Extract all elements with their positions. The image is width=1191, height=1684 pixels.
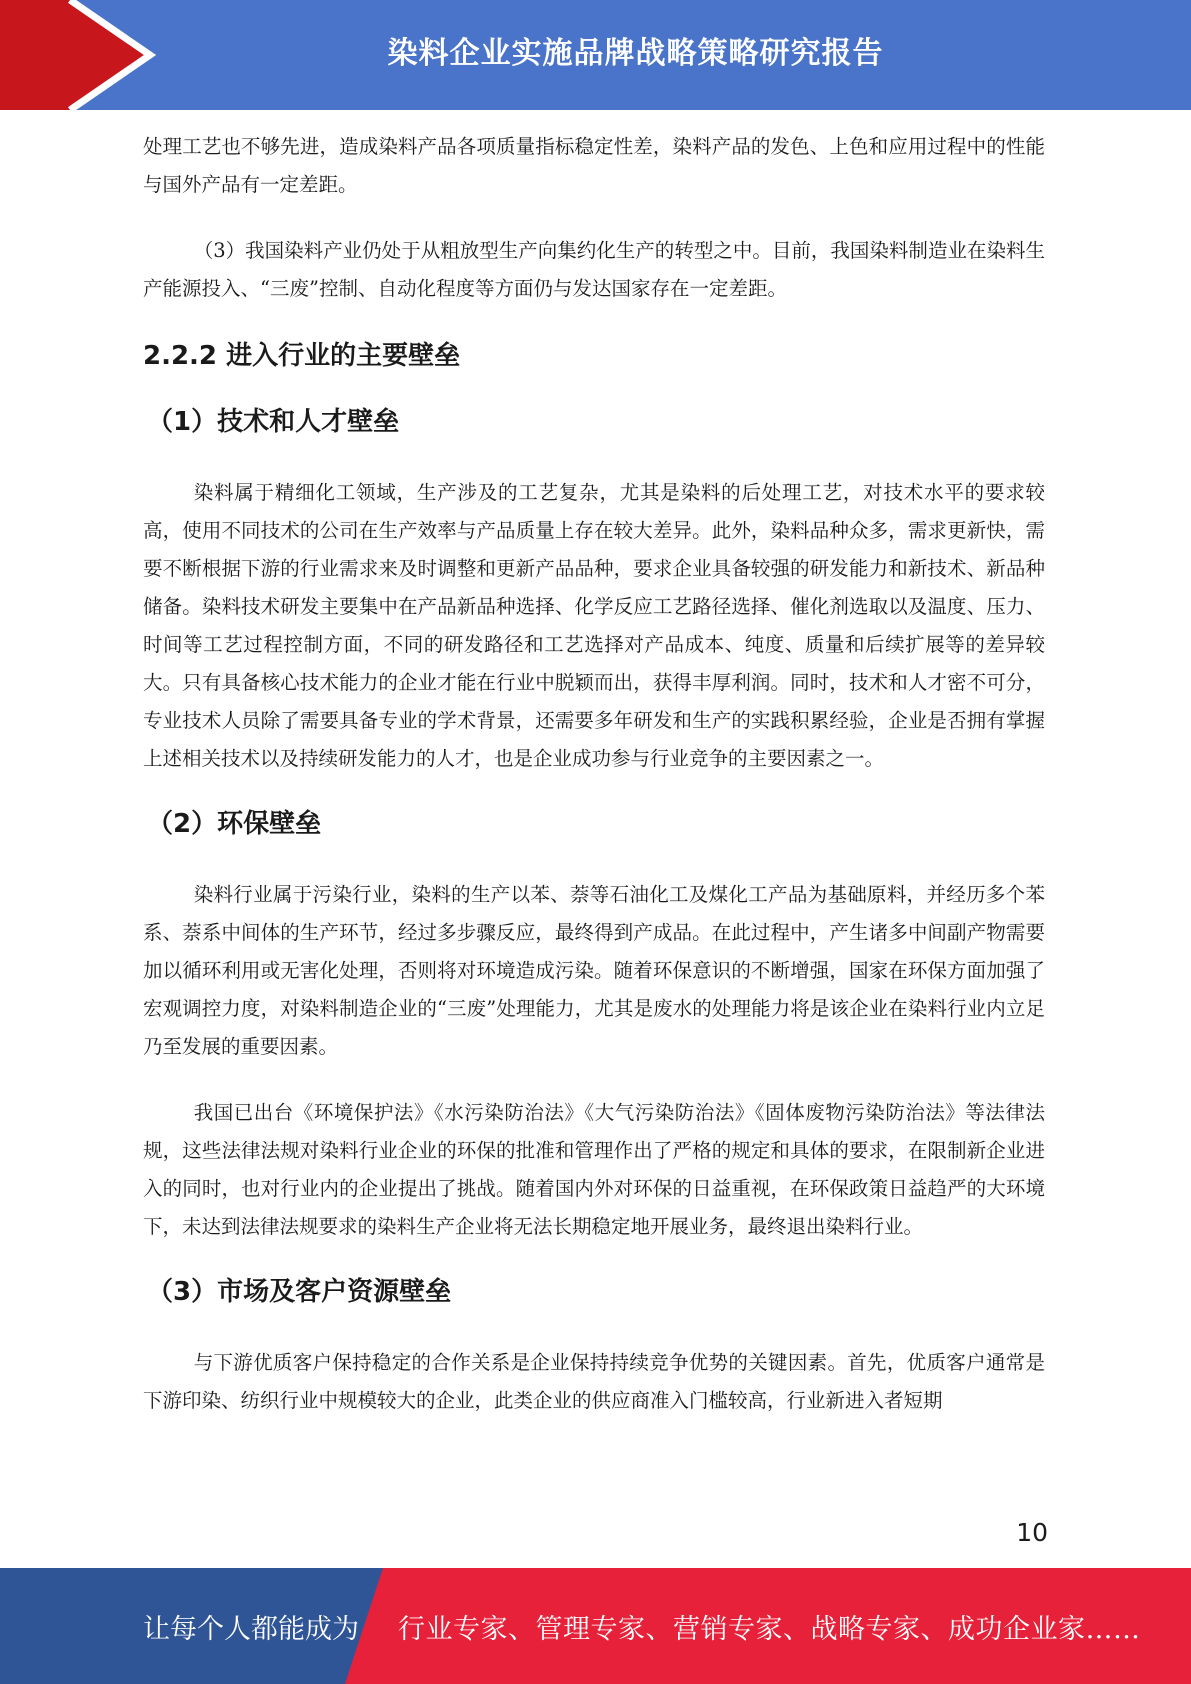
- paragraph-env-barrier-2: 我国已出台《环境保护法》《水污染防治法》《大气污染防治法》《固体废物污染防治法》等法律法规，这些法律法规对染料行业企业的环保的批准和管理作出了严格的规定和具体的要求，在限制新企业进入的同时，也对行业内的企业提出了挑战。随着国内外对环保的日益重视，在环保政策日益趋严的大环境下，未达到法律法规要求的染料生产企业将无法长期稳定地开展业务，最终退出染料行业。: [143, 1101, 1045, 1238]
- footer-slogan-right: 行业专家、管理专家、营销专家、战略专家、成功企业家……: [398, 1613, 1141, 1645]
- paragraph-continuation: 处理工艺也不够先进，造成染料产品各项质量指标稳定性差，染料产品的发色、上色和应用过程中的性能与国外产品有一定差距。: [143, 135, 1045, 196]
- section-heading: 2.2.2 进入行业的主要壁垒: [143, 341, 461, 371]
- header-title: 染料企业实施品牌战略策略研究报告: [387, 36, 884, 71]
- footer-slogan-left: 让每个人都能成为: [143, 1613, 359, 1645]
- subsection-heading-market: （3）市场及客户资源壁垒: [147, 1277, 452, 1307]
- page-header: [0, 0, 1191, 110]
- paragraph-market-barrier: 与下游优质客户保持稳定的合作关系是企业保持持续竞争优势的关键因素。首先，优质客户通常是下游印染、纺织行业中规模较大的企业，此类企业的供应商准入门槛较高，行业新进入者短期: [143, 1351, 1045, 1412]
- page-number: 10: [1016, 1518, 1048, 1547]
- paragraph-tech-barrier: 染料属于精细化工领域，生产涉及的工艺复杂，尤其是染料的后处理工艺，对技术水平的要求较高，使用不同技术的公司在生产效率与产品质量上存在较大差异。此外，染料品种众多，需求更新快，需要不断根据下游的行业需求来及时调整和更新产品品种，要求企业具备较强的研发能力和新技术、新品种储备。染料技术研发主要集中在产品新品种选择、化学反应工艺路径选择、催化剂选取以及温度、压力、时间等工艺过程控制方面，不同的研发路径和工艺选择对产品成本、纯度、质量和后续扩展等的差异较大。只有具备核心技术能力的企业才能在行业中脱颖而出，获得丰厚利润。同时，技术和人才密不可分，专业技术人员除了需要具备专业的学术背景，还需要多年研发和生产的实践积累经验，企业是否拥有掌握上述相关技术以及持续研发能力的人才，也是企业成功参与行业竞争的主要因素之一。: [143, 481, 1045, 770]
- subsection-heading-env: （2）环保壁垒: [147, 809, 322, 839]
- header-red-arrow: [0, 0, 150, 110]
- page-footer: [0, 1568, 1191, 1684]
- subsection-heading-tech: （1）技术和人才壁垒: [147, 407, 400, 437]
- paragraph-item-3: （3）我国染料产业仍处于从粗放型生产向集约化生产的转型之中。目前，我国染料制造业在染料生产能源投入、“三废”控制、自动化程度等方面仍与发达国家存在一定差距。: [143, 239, 1045, 300]
- document-body: [143, 128, 1045, 1420]
- paragraph-env-barrier-1: 染料行业属于污染行业，染料的生产以苯、萘等石油化工及煤化工产品为基础原料，并经历多个苯系、萘系中间体的生产环节，经过多步骤反应，最终得到产成品。在此过程中，产生诸多中间副产物需要加以循环利用或无害化处理，否则将对环境造成污染。随着环保意识的不断增强，国家在环保方面加强了宏观调控力度，对染料制造企业的“三废”处理能力，尤其是废水的处理能力将是该企业在染料行业内立足乃至发展的重要因素。: [143, 883, 1045, 1058]
